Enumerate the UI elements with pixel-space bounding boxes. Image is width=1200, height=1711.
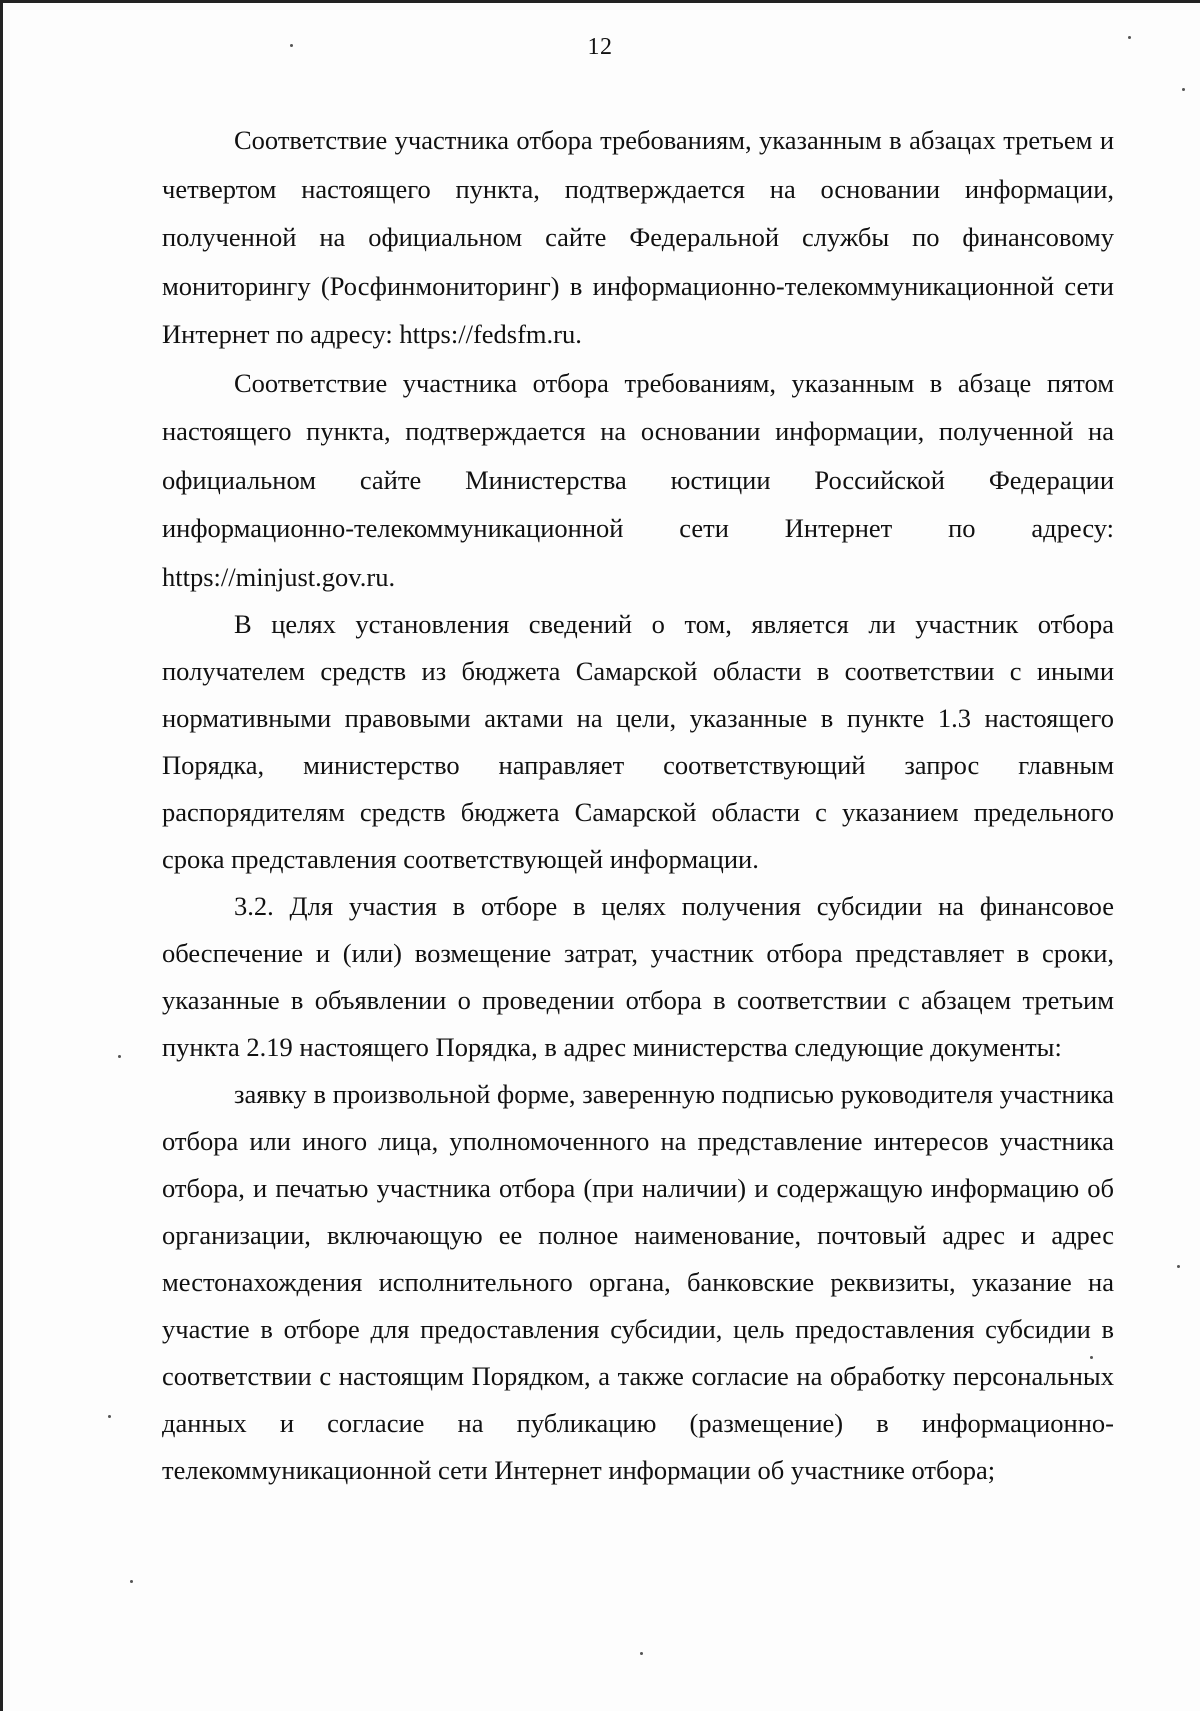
paragraph-minjust: Соответствие участника отбора требованиям, указанным в абзаце пятом настоящего пункта, подтверждается на основании информации, полученной на официальном сайте Министерства юстиции Российской Федерации информационно-телекоммуникационной сети Интернет по адресу: https://minjust.gov.ru. (162, 367, 1114, 592)
paragraph-application: заявку в произвольной форме, заверенную подписью руководителя участника отбора или иного лица, уполномоченного на представление интересов участника отбора, и печатью участника отбора (при наличии) и содержащую информацию об организации, включающую ее полное наименование, почтовый адрес и адрес местонахождения исполнительного органа, банковские реквизиты, указание на участие в отборе для предоставления субсидии, цель предоставления субсидии в соответствии с настоящим Порядком, а также согласие на обработку персональных данных и согласие на публикацию (размещение) в информационно-телекоммуникационной сети Интернет информации об участнике отбора; (162, 1079, 1114, 1485)
paragraph-budget-recipient: В целях установления сведений о том, является ли участник отбора получателем средств из бюджета Самарской области в соответствии с иными нормативными правовыми актами на цели, указанные в пункте 1.3 настоящего Порядка, министерство направляет соответствующий запрос главным распорядителям средств бюджета Самарской области с указанием предельного срока представления соответствующей информации. (162, 609, 1114, 874)
page-number: 12 (587, 34, 613, 60)
scan-speck (1090, 1356, 1093, 1359)
scan-left-edge (0, 0, 3, 1711)
document-body (162, 116, 1114, 1494)
scan-speck (130, 1580, 133, 1583)
scan-speck (1182, 88, 1185, 91)
scan-speck (1177, 1265, 1180, 1268)
scan-speck (108, 1415, 111, 1418)
scan-speck (290, 44, 293, 47)
scan-speck (640, 1652, 643, 1655)
scan-speck (118, 1055, 121, 1058)
scan-top-edge (0, 0, 1200, 3)
scan-speck (1128, 36, 1131, 39)
paragraph-3-2: 3.2. Для участия в отборе в целях получения субсидии на финансовое обеспечение и (или) возмещение затрат, участник отбора представляет в сроки, указанные в объявлении о проведении отбора в соответствии с абзацем третьим пункта 2.19 настоящего Порядка, в адрес министерства следующие документы: (162, 891, 1114, 1062)
paragraph-fedsfm: Соответствие участника отбора требованиям, указанным в абзацах третьем и четвертом настоящего пункта, подтверждается на основании информации, полученной на официальном сайте Федеральной службы по финансовому мониторингу (Росфинмониторинг) в информационно-телекоммуникационной сети Интернет по адресу: https://fedsfm.ru. (162, 125, 1114, 349)
